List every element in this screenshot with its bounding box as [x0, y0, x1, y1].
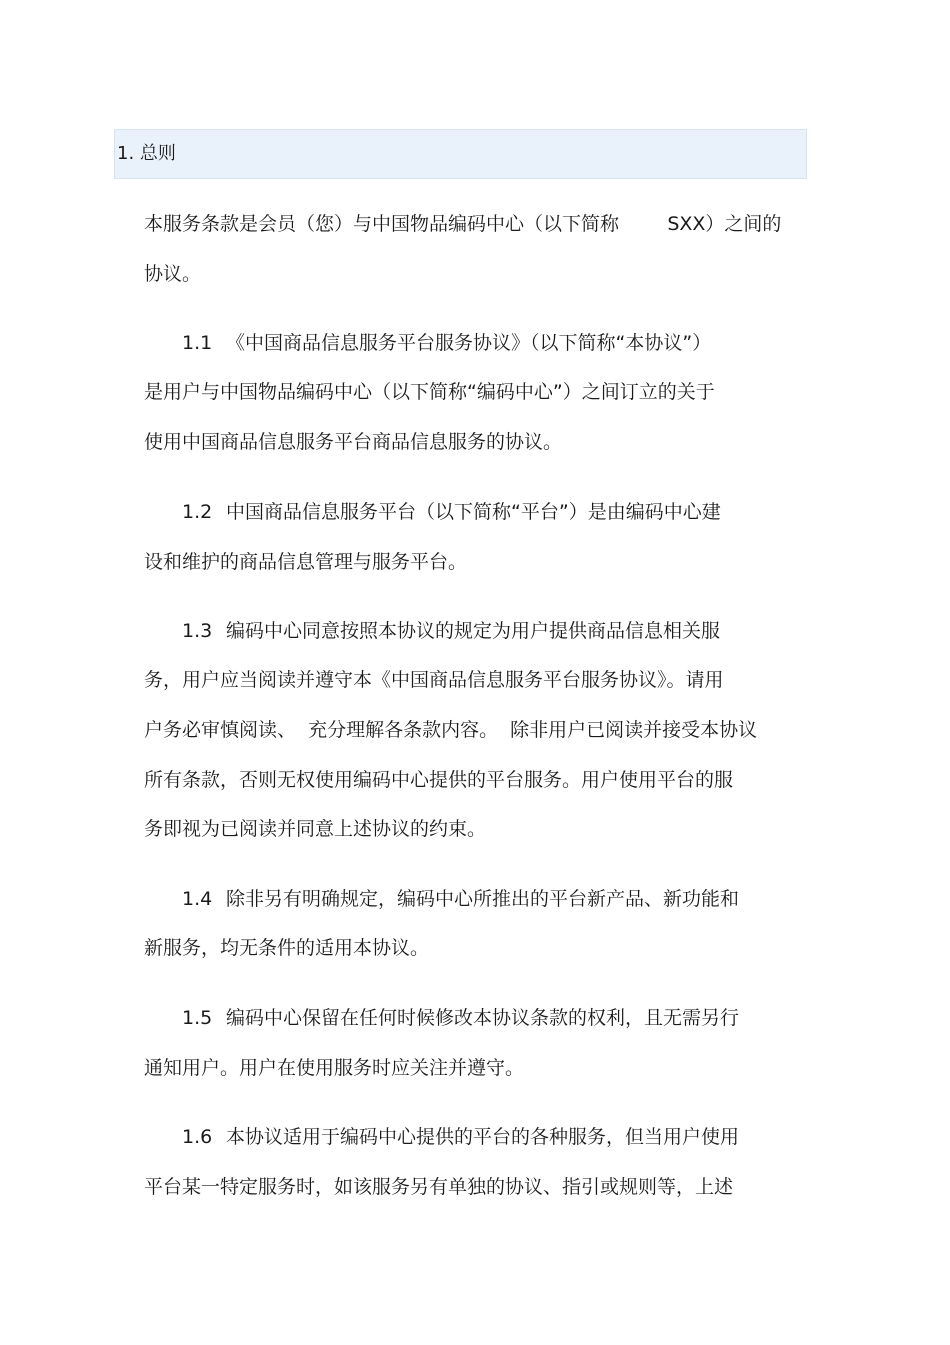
clause-first-line — [182, 1123, 739, 1151]
clause-line: 新服务，均无条件的适用本协议。 — [144, 937, 430, 959]
intro-line: 本服务条款是会员（您）与中国物品编码中心（以下简称 SXX）之间的 — [144, 213, 782, 235]
clause-first-line — [182, 329, 711, 357]
clause-line: 平台某一特定服务时，如该服务另有单独的协议、指引或规则等，上述 — [144, 1176, 734, 1198]
clause-line: 所有条款，否则无权使用编码中心提供的平台服务。用户使用平台的服 — [144, 769, 734, 791]
clause-text: 编码中心同意按照本协议的规定为用户提供商品信息相关服 — [226, 620, 721, 642]
clause-text: 《中国商品信息服务平台服务协议》（以下简称“本协议”） — [226, 332, 712, 354]
clause-line: 务，用户应当阅读并遵守本《中国商品信息服务平台服务协议》。请用 — [144, 669, 724, 691]
clause-number: 1.4 — [182, 888, 213, 910]
clause-line: 是用户与中国物品编码中心（以下简称“编码中心”）之间订立的关于 — [144, 381, 715, 403]
clause-line: 使用中国商品信息服务平台商品信息服务的协议。 — [144, 431, 563, 453]
clause-line: 务即视为已阅读并同意上述协议的约束。 — [144, 818, 487, 840]
clause-first-line — [182, 617, 720, 645]
clause-number: 1.1 — [182, 332, 213, 354]
clause-text: 除非另有明确规定，编码中心所推出的平台新产品、新功能和 — [226, 888, 740, 910]
clause-line: 设和维护的商品信息管理与服务平台。 — [144, 551, 468, 573]
section-header — [114, 129, 807, 179]
clause-text: 中国商品信息服务平台（以下简称“平台”）是由编码中心建 — [226, 501, 721, 523]
clause-first-line — [182, 1004, 739, 1032]
clause-number: 1.6 — [182, 1126, 213, 1148]
intro-line: 协议。 — [144, 263, 202, 285]
clause-number: 1.2 — [182, 501, 213, 523]
clause-text: 本协议适用于编码中心提供的平台的各种服务，但当用户使用 — [226, 1126, 740, 1148]
clause-text: 编码中心保留在任何时候修改本协议条款的权利，且无需另行 — [226, 1007, 740, 1029]
clause-line: 户务必审慎阅读、 充分理解各条款内容。 除非用户已阅读并接受本协议 — [144, 719, 758, 741]
clause-first-line — [182, 498, 721, 526]
clause-number: 1.5 — [182, 1007, 213, 1029]
clause-first-line — [182, 885, 739, 913]
section-title: 1. 总则 — [117, 143, 176, 164]
clause-number: 1.3 — [182, 620, 213, 642]
clause-line: 通知用户。用户在使用服务时应关注并遵守。 — [144, 1057, 525, 1079]
